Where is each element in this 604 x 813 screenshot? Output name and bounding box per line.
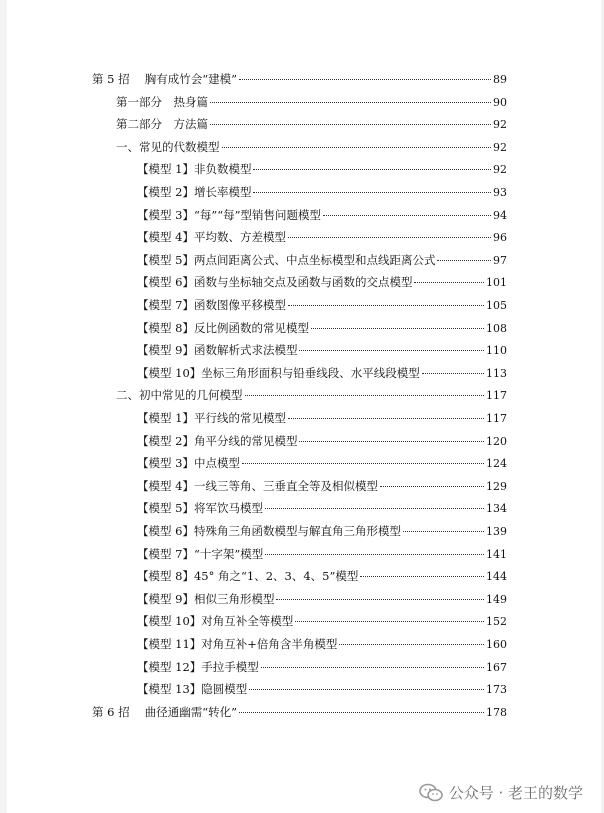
toc-entry	[137, 253, 507, 269]
toc-entry	[137, 366, 507, 382]
toc-page-number: 110	[486, 344, 507, 358]
toc-page-number: 160	[486, 638, 507, 651]
toc-entry-title: 【模型 1】非负数模型	[137, 162, 252, 177]
toc-page-number: 92	[493, 118, 507, 132]
toc-page-number: 108	[486, 321, 507, 335]
toc-entry	[137, 411, 507, 427]
toc-entry-title: 第二部分 方法篇	[116, 117, 208, 132]
toc-entry	[137, 208, 507, 224]
toc-entry	[137, 479, 507, 495]
toc-leader-dots	[339, 644, 484, 645]
toc-page-number: 113	[486, 366, 507, 380]
toc-page-number: 94	[493, 208, 507, 222]
toc-entry	[137, 637, 507, 653]
toc-entry	[137, 524, 507, 540]
toc-page-number: 152	[486, 615, 507, 629]
toc-leader-dots	[437, 260, 491, 261]
toc-page-number: 101	[486, 276, 507, 290]
toc-entry-title: 【模型 9】函数解析式求法模型	[137, 343, 298, 358]
wechat-icon	[419, 783, 443, 803]
toc-entry	[137, 162, 507, 178]
toc-entry	[137, 185, 507, 201]
toc-page-number: 149	[486, 592, 507, 606]
toc-leader-dots	[299, 441, 484, 442]
toc-leader-dots	[253, 169, 491, 170]
toc-leader-dots	[253, 192, 491, 193]
toc-entry-title: 【模型 7】“十字架”模型	[137, 546, 264, 561]
toc-leader-dots	[245, 395, 485, 396]
toc-leader-dots	[239, 712, 484, 713]
toc-entry	[116, 140, 507, 156]
toc-entry-title: 第一部分 热身篇	[116, 94, 208, 109]
toc-leader-dots	[288, 305, 484, 306]
toc-leader-dots	[239, 79, 491, 80]
toc-leader-dots	[311, 328, 484, 329]
toc-page-number: 173	[486, 683, 507, 697]
toc-leader-dots	[323, 215, 491, 216]
toc-page-number: 117	[486, 412, 507, 425]
toc-entry	[137, 275, 507, 291]
toc-entry-title: 【模型 13】隐圆模型	[137, 682, 248, 697]
toc-entry	[116, 117, 507, 133]
toc-page-number: 134	[486, 502, 507, 516]
toc-entry	[137, 614, 507, 630]
toc-leader-dots	[299, 350, 484, 351]
toc-entry-title: 【模型 5】两点间距离公式、中点坐标模型和点线距离公式	[137, 252, 436, 267]
toc-leader-dots	[210, 124, 491, 125]
toc-entry	[137, 298, 507, 314]
toc-leader-dots	[222, 147, 492, 148]
toc-leader-dots	[295, 621, 484, 622]
toc-leader-dots	[414, 282, 484, 283]
toc-leader-dots	[360, 576, 484, 577]
toc-page-number: 139	[486, 525, 507, 538]
toc-leader-dots	[380, 486, 484, 487]
toc-entry-title: 【模型 3】中点模型	[137, 456, 240, 471]
toc-entry	[137, 592, 507, 608]
toc-entry	[137, 343, 507, 359]
toc-entry-title: 【模型 8】反比例函数的常见模型	[137, 320, 309, 335]
toc-entry	[137, 321, 507, 337]
toc-entry	[137, 682, 507, 698]
toc-page-number: 89	[493, 73, 507, 86]
toc-entry-title: 【模型 6】特殊角三角函数模型与解直角三角形模型	[137, 524, 401, 538]
toc-leader-dots	[265, 554, 484, 555]
toc-entry-title: 【模型 11】对角互补+倍角含半角模型	[137, 637, 338, 651]
watermark-text: 公众号 · 老王的数学	[448, 784, 583, 802]
toc-entry	[137, 660, 507, 676]
toc-entry	[137, 456, 507, 472]
toc-page-number: 105	[486, 299, 507, 312]
toc-entry-title: 第 6 招 曲径通幽需“转化”	[92, 704, 238, 719]
toc-page-number: 93	[493, 186, 507, 199]
toc-entry	[137, 434, 507, 450]
toc-page-number: 178	[486, 705, 507, 719]
toc-entry	[116, 388, 507, 404]
toc-entry-title: 【模型 1】平行线的常见模型	[137, 411, 286, 425]
toc-entry	[137, 547, 507, 563]
toc-leader-dots	[265, 508, 484, 509]
toc-page-number: 96	[493, 231, 507, 245]
toc-entry-title: 【模型 2】增长率模型	[137, 185, 252, 199]
toc-entry-title: 二、初中常见的几何模型	[116, 388, 243, 403]
toc-entry-title: 【模型 12】手拉手模型	[137, 659, 259, 674]
toc-leader-dots	[261, 667, 484, 668]
toc-entry-title: 一、常见的代数模型	[116, 139, 220, 154]
toc-page-number: 120	[486, 434, 507, 448]
toc-page-number: 90	[493, 95, 507, 109]
toc-entry-title: 【模型 2】角平分线的常见模型	[137, 433, 298, 448]
toc-page-number: 97	[493, 253, 507, 267]
toc-entry-title: 【模型 4】一线三等角、三垂直全等及相似模型	[137, 478, 378, 493]
toc-leader-dots	[276, 599, 484, 600]
toc-entry-title: 【模型 10】对角互补全等模型	[137, 614, 294, 629]
watermark	[419, 782, 583, 803]
toc-entry-title: 【模型 7】函数图像平移模型	[137, 298, 286, 312]
toc-page-number: 167	[486, 660, 507, 674]
toc-entry-title: 【模型 10】坐标三角形面积与铅垂线段、水平线段模型	[137, 365, 420, 380]
toc-page-number: 92	[493, 163, 507, 177]
toc-page-number: 144	[486, 570, 507, 584]
toc-leader-dots	[210, 102, 491, 103]
toc-entry-title: 【模型 3】“每”“每”型销售问题模型	[137, 207, 321, 222]
toc-page-number: 124	[486, 457, 507, 471]
toc-leader-dots	[242, 463, 484, 464]
toc-page-number: 129	[486, 479, 507, 493]
document-page	[7, 0, 601, 813]
toc-leader-dots	[288, 418, 484, 419]
toc-page-number: 92	[493, 140, 507, 154]
toc-entry-title: 【模型 5】将军饮马模型	[137, 501, 263, 516]
toc-entry	[137, 230, 507, 246]
toc-entry-title: 第 5 招 胸有成竹会“建模”	[92, 72, 238, 86]
toc-leader-dots	[422, 373, 484, 374]
toc-entry-title: 【模型 9】相似三角形模型	[137, 591, 275, 606]
toc-leader-dots	[249, 689, 484, 690]
toc-entry-title: 【模型 6】函数与坐标轴交点及函数与函数的交点模型	[137, 275, 413, 290]
toc-entry	[116, 95, 507, 111]
toc-page-number: 141	[486, 547, 507, 561]
toc-entry	[92, 705, 507, 721]
toc-page-number: 117	[486, 389, 507, 403]
toc-leader-dots	[288, 237, 491, 238]
toc-leader-dots	[403, 531, 484, 532]
toc-entry-title: 【模型 8】45° 角之“1、2、3、4、5”模型	[137, 569, 359, 584]
toc-entry	[92, 72, 507, 88]
toc-entry-title: 【模型 4】平均数、方差模型	[137, 230, 286, 245]
toc-entry	[137, 569, 507, 585]
toc-entry	[137, 501, 507, 517]
